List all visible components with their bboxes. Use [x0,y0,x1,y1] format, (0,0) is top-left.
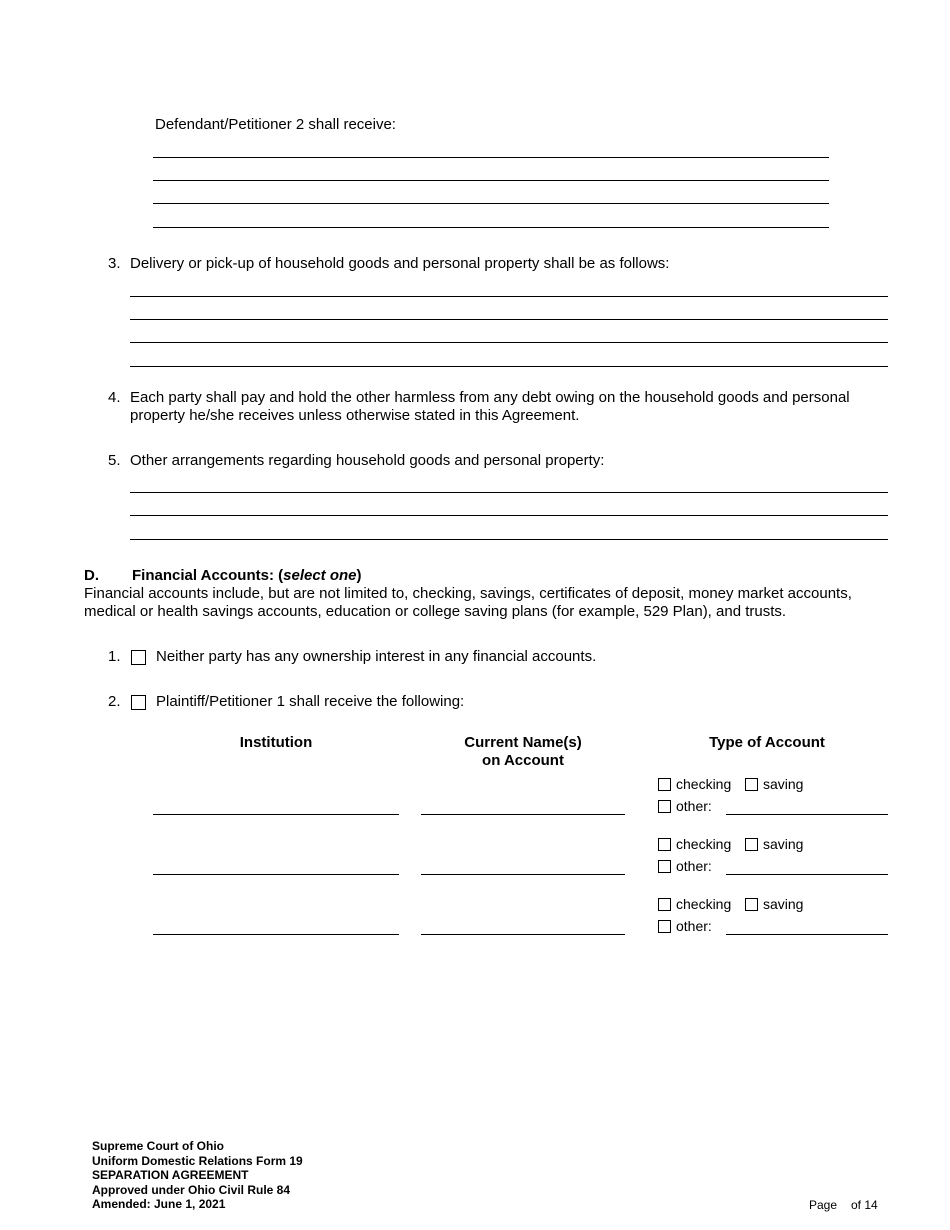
section-d-title-close: ) [356,567,362,584]
petitioner2-label: Defendant/Petitioner 2 shall receive: [155,116,396,133]
item4-number: 4. [108,389,121,406]
section-d-desc-line1: Financial accounts include, but are not limited to, checking, savings, certificates of deposit, money market accounts, [84,585,852,602]
row2-institution-line[interactable] [153,874,399,875]
option2-number: 2. [108,693,121,710]
item3-blank-line-2[interactable] [130,319,888,320]
row2-saving-checkbox[interactable] [745,838,758,851]
row2-other-label: other: [676,858,712,874]
footer-line5: Amended: June 1, 2021 [92,1197,226,1211]
item4-line2: property he/she receives unless otherwise stated in this Agreement. [130,407,580,424]
header-names-line1: Current Name(s) [464,734,582,751]
row1-other-line[interactable] [726,814,888,815]
item5-text: Other arrangements regarding household goods and personal property: [130,452,605,469]
footer-block [92,1139,303,1212]
item3-blank-line-3[interactable] [130,342,888,343]
row3-saving-label: saving [763,896,804,912]
petitioner2-blank-line-1[interactable] [153,157,829,158]
option1-number: 1. [108,648,121,665]
row1-institution-line[interactable] [153,814,399,815]
row1-checking-label: checking [676,776,732,792]
option1-checkbox[interactable] [131,650,146,665]
section-d-desc-line2: medical or health savings accounts, education or college saving plans (for example, 529 Plan), and trusts. [84,603,787,620]
row2-saving-label: saving [763,836,804,852]
item3-blank-line-1[interactable] [130,296,888,297]
item5-blank-line-2[interactable] [130,515,888,516]
page-total: of 14 [851,1198,878,1212]
footer-line1: Supreme Court of Ohio [92,1139,224,1153]
row3-checking-label: checking [676,896,732,912]
header-type: Type of Account [709,734,825,751]
row3-checking-checkbox[interactable] [658,898,671,911]
petitioner2-blank-line-3[interactable] [153,203,829,204]
header-institution: Institution [239,734,313,751]
row3-other-label: other: [676,918,712,934]
row3-other-checkbox[interactable] [658,920,671,933]
row1-checking-checkbox[interactable] [658,778,671,791]
row2-other-line[interactable] [726,874,888,875]
item3-blank-line-4[interactable] [130,366,888,367]
item3-number: 3. [108,255,121,272]
row3-names-line[interactable] [421,934,625,935]
item5-blank-line-3[interactable] [130,539,888,540]
row2-names-line[interactable] [421,874,625,875]
section-d-title-text: Financial Accounts: ( [132,567,284,584]
row2-other-checkbox[interactable] [658,860,671,873]
row2-checking-label: checking [676,836,732,852]
row1-other-label: other: [676,798,712,814]
row3-institution-line[interactable] [153,934,399,935]
row1-names-line[interactable] [421,814,625,815]
item5-blank-line-1[interactable] [130,492,888,493]
item3-text: Delivery or pick-up of household goods and personal property shall be as follows: [130,255,670,272]
option2-text: Plaintiff/Petitioner 1 shall receive the following: [156,693,465,710]
section-d-letter: D. [84,567,99,584]
section-d-title-emphasis: select one [283,567,357,584]
page-label: Page [809,1198,838,1212]
footer-line4: Approved under Ohio Civil Rule 84 [92,1182,291,1197]
row2-checking-checkbox[interactable] [658,838,671,851]
row3-other-line[interactable] [726,934,888,935]
item5-number: 5. [108,452,121,469]
section-d-title [132,567,362,585]
petitioner2-blank-line-4[interactable] [153,227,829,228]
footer-line3: SEPARATION AGREEMENT [92,1168,249,1182]
row1-saving-label: saving [763,776,804,792]
petitioner2-blank-line-2[interactable] [153,180,829,181]
header-names-line2: on Account [482,752,564,769]
row1-saving-checkbox[interactable] [745,778,758,791]
item4-line1: Each party shall pay and hold the other harmless from any debt owing on the household goods and personal [130,389,850,406]
footer-line2: Uniform Domestic Relations Form 19 [92,1153,303,1168]
option1-text: Neither party has any ownership interest in any financial accounts. [156,648,597,665]
option2-checkbox[interactable] [131,695,146,710]
row1-other-checkbox[interactable] [658,800,671,813]
row3-saving-checkbox[interactable] [745,898,758,911]
